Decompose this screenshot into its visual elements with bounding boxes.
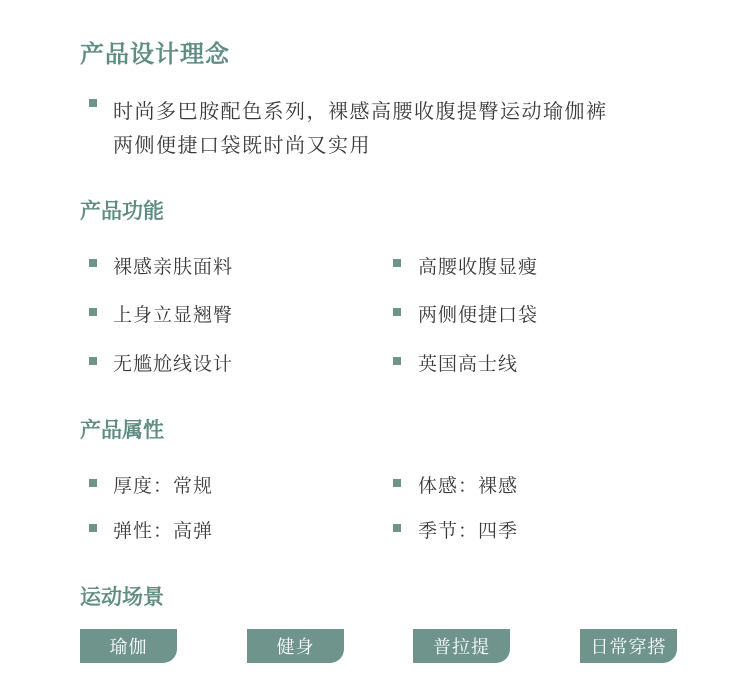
design-section-title: 产品设计理念: [80, 40, 230, 68]
scene-tag-yoga: 瑜伽: [80, 629, 177, 663]
bullet-icon: [89, 308, 97, 316]
attribute-item: 季节：四季: [418, 520, 519, 542]
bullet-icon: [393, 479, 401, 487]
bullet-icon: [393, 524, 401, 532]
function-item: 高腰收腹显瘦: [418, 256, 539, 278]
design-line-2: 两侧便捷口袋既时尚又实用: [113, 133, 371, 157]
scenes-section-title: 运动场景: [80, 585, 164, 609]
bullet-icon: [393, 308, 401, 316]
function-item: 无尴尬线设计: [113, 353, 234, 375]
attribute-item: 厚度：常规: [113, 475, 214, 497]
function-item: 裸感亲肤面料: [113, 256, 234, 278]
bullet-icon: [393, 357, 401, 365]
attributes-section-title: 产品属性: [80, 418, 164, 442]
function-item: 英国高士线: [418, 353, 519, 375]
scene-tag-fitness: 健身: [247, 629, 344, 663]
bullet-icon: [89, 259, 97, 267]
attribute-item: 弹性：高弹: [113, 520, 214, 542]
bullet-icon: [89, 357, 97, 365]
scene-tag-daily-wear: 日常穿搭: [580, 629, 677, 663]
scene-tag-pilates: 普拉提: [413, 629, 510, 663]
design-line-1: 时尚多巴胺配色系列，裸感高腰收腹提臀运动瑜伽裤: [113, 99, 608, 123]
bullet-icon: [89, 524, 97, 532]
function-item: 上身立显翘臀: [113, 304, 234, 326]
functions-section-title: 产品功能: [80, 199, 164, 223]
bullet-icon: [89, 99, 97, 107]
bullet-icon: [89, 479, 97, 487]
function-item: 两侧便捷口袋: [418, 304, 539, 326]
attribute-item: 体感：裸感: [418, 475, 519, 497]
bullet-icon: [393, 259, 401, 267]
